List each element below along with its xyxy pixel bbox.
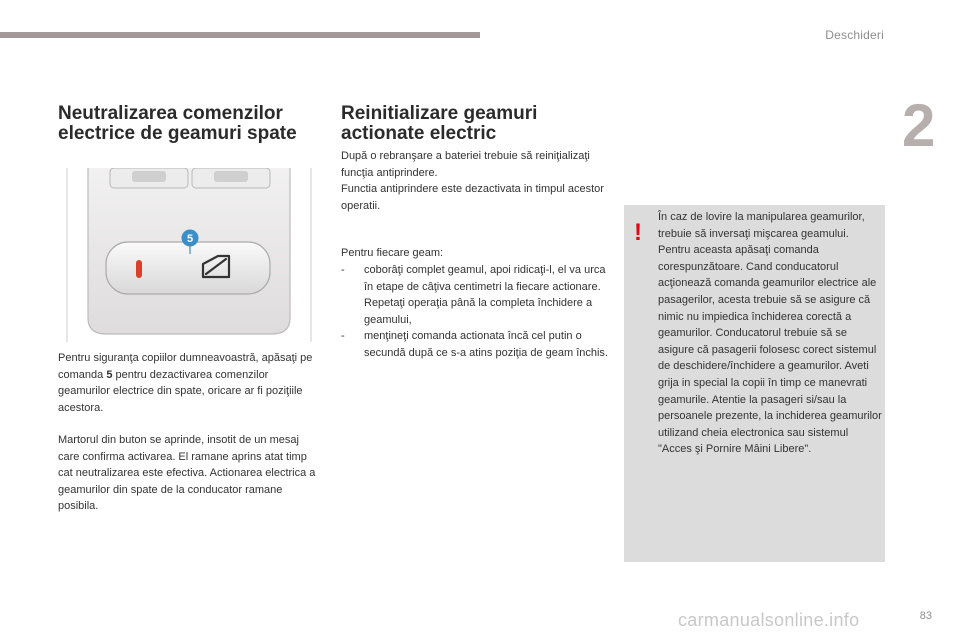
chapter-number: 2 [902, 92, 936, 159]
list-dash: - [341, 330, 345, 343]
right-heading-line1: Reinitializare geamuri [341, 103, 538, 124]
page-number: 83 [919, 610, 932, 622]
top-decorative-bar [0, 32, 480, 38]
left-heading [58, 104, 328, 144]
warning-box [624, 205, 885, 562]
list-item-text: menţineţi comanda actionata încă cel putin o secundă după ce s-a atins poziţia de geam închis. [364, 330, 608, 359]
left-paragraph-1-start: Pentru siguranţa copiilor dumneavoastră, apăsaţi pe comanda [58, 352, 313, 381]
window-switch-figure [66, 168, 312, 342]
right-intro: Pentru fiecare geam: [341, 247, 444, 259]
warning-text: În caz de lovire la manipularea geamurilor, trebuie să inversaţi mişcarea geamului. Pentru aceasta apăsaţi comanda corespunzătoare. Cand conducatorul acţionează comanda geamurilor electrice ale pasagerilor, acesta trebuie să se asigure că nimic nu impiedica închiderea corectă a geamurilor. Conducatorul trebuie să se asigure că pasagerii folosesc corect sistemul de deschidere/închidere a geamurilor. Aveti grija in special la copii în timp ce manevrati geamurile. Atentie la pasageri si/sau la persoanele prezente, la inchiderea geamurilor utilizand cheia electronica sau sistemul "Acces şi Pornire Mâini Libere". [658, 211, 882, 456]
right-paragraph-1-a: După o rebranşare a bateriei trebuie să reiniţializaţi funcţia antiprindere. [341, 150, 590, 179]
right-paragraph-1 [341, 148, 606, 214]
indicator-light [136, 260, 142, 278]
watermark: carmanualsonline.info [678, 610, 860, 630]
left-paragraph-1 [58, 350, 318, 416]
left-heading-line1: Neutralizarea comenzilor [58, 103, 283, 124]
steps-list [341, 262, 611, 362]
right-heading-line2: actionate electric [341, 123, 497, 144]
right-heading [341, 104, 611, 144]
left-paragraph-2: Martorul din buton se aprinde, insotit de un mesaj care confirma activarea. El ramane aprins atat timp cat neutralizarea este efectiva. Actionarea electrica a geamurilor din spate de la conducator ramane posibila. [58, 434, 316, 513]
left-paragraph-1-end: pentru dezactivarea comenzilor geamurilor electrice din spate, oricare ar fi poziţiile acestora. [58, 368, 303, 414]
list-item [341, 328, 611, 361]
list-item-text: coborâţi complet geamul, apoi ridicaţi-l, el va urca în etape de câţiva centimetri la fiecare actionare. Repetaţi operaţia până la completa închidere a geamului, [364, 264, 606, 326]
section-title: Deschideri [825, 28, 884, 42]
right-paragraph-1-b: Functia antiprindere este dezactivata in timpul acestor operatii. [341, 183, 604, 212]
list-dash: - [341, 264, 345, 276]
callout-number: 5 [186, 233, 194, 245]
left-heading-line2: electrice de geamuri spate [58, 123, 297, 144]
list-item [341, 262, 611, 328]
left-paragraph-1-bold: 5 [106, 368, 113, 381]
warning-exclamation-icon: ! [634, 219, 642, 246]
